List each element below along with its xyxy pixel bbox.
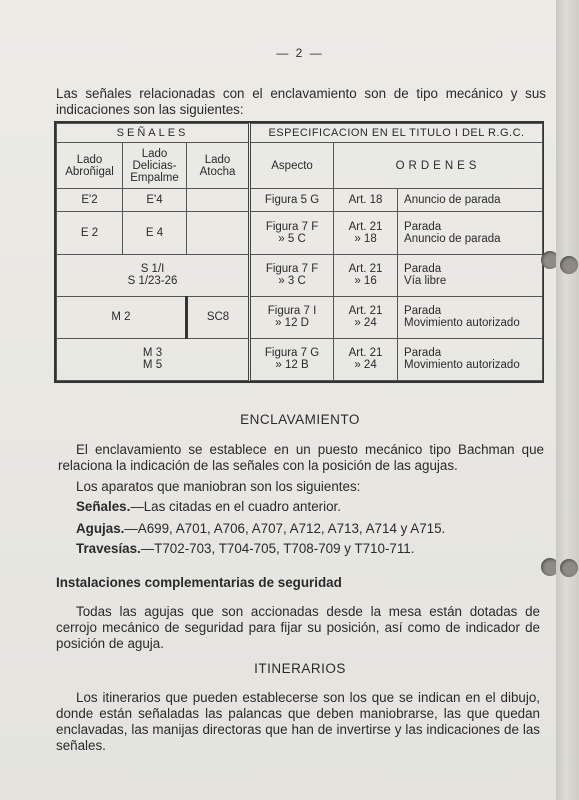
- cell-aspecto: [250, 338, 334, 380]
- page-number: — 2 —: [276, 46, 324, 60]
- senal-line-1: M 3: [142, 347, 163, 360]
- art-line-1: Art. 21: [348, 347, 383, 360]
- aspecto-line-2: » 5 C: [278, 232, 306, 245]
- col-ordenes: ORDENES: [334, 143, 543, 189]
- art-line-2: » 24: [354, 317, 377, 330]
- agujas-text: —A699, A701, A706, A707, A712, A713, A714 y A715.: [124, 521, 446, 536]
- table-header-row-2: [57, 143, 543, 189]
- aspecto-line-1: Figura 5 G: [264, 194, 320, 207]
- cell-art: [334, 338, 398, 380]
- cell-atocha: SC8: [187, 296, 250, 338]
- cell-orden: [398, 338, 543, 380]
- cell-delicias: E'4: [123, 189, 187, 212]
- binder-hole-back-bottom: [560, 559, 578, 577]
- col-abronigal: Lado Abroñigal: [57, 143, 123, 189]
- itinerarios-heading: ITINERARIOS: [254, 661, 346, 676]
- aspecto-line-1: Figura 7 G: [264, 347, 320, 360]
- orden-line-2: Anuncio de parada: [404, 232, 501, 245]
- orden-line-1: Parada: [404, 305, 442, 318]
- aspecto-line-2: » 3 C: [278, 275, 306, 288]
- senal-line-2: S 1/23-26: [127, 275, 178, 288]
- senal-line-1: S 1/I: [140, 263, 165, 276]
- travesias-text: —T702-703, T704-705, T708-709 y T710-711.: [140, 541, 415, 556]
- table-header-row-1: [57, 124, 543, 143]
- spec-header: ESPECIFICACION EN EL TITULO I DEL R.G.C.: [250, 124, 543, 143]
- col-delicias: Lado Delicias-Empalme: [123, 143, 187, 189]
- enclavamiento-heading: ENCLAVAMIENTO: [240, 412, 360, 427]
- col-aspecto: Aspecto: [250, 143, 334, 189]
- signals-table: [54, 121, 544, 383]
- enclavamiento-paragraph-2: Los aparatos que maniobran son los siguientes:: [76, 479, 361, 494]
- cell-art: [334, 254, 398, 296]
- agujas-label: Agujas.: [76, 521, 125, 536]
- orden-line-2: Vía libre: [404, 275, 447, 288]
- cell-orden: [398, 296, 543, 338]
- art-line-1: Art. 18: [348, 194, 383, 207]
- cell-aspecto: [250, 254, 334, 296]
- senales-label: Señales.: [76, 499, 131, 514]
- cell-aspecto: [250, 189, 334, 212]
- table-row: [57, 212, 543, 254]
- itinerarios-paragraph: Los itinerarios que pueden establecerse son los que se indican en el dibujo, donde están señaladas las palancas que deben maniobrarse, las que quedan enclavadas, las manijas directoras que han de invertirse y las indicaciones de las señales.: [56, 690, 540, 753]
- col-atocha: Lado Atocha: [187, 143, 250, 189]
- cell-delicias: E 4: [123, 212, 187, 254]
- cell-aspecto: [250, 212, 334, 254]
- instalaciones-heading: Instalaciones complementarias de seguridad: [56, 575, 342, 590]
- cell-senales-merged: M 2: [57, 296, 187, 338]
- cell-senales-merged: [57, 254, 250, 296]
- art-line-2: » 18: [354, 232, 377, 245]
- table-row: [57, 338, 543, 380]
- agujas-line: [76, 521, 546, 537]
- senales-header: SEÑALES: [57, 124, 250, 143]
- cell-abronigal: E 2: [57, 212, 123, 254]
- cell-art: [334, 296, 398, 338]
- table-row: [57, 296, 543, 338]
- art-line-1: Art. 21: [348, 220, 383, 233]
- orden-line-1: Parada: [404, 220, 442, 233]
- senal-line-2: M 5: [142, 359, 163, 372]
- cell-orden: [398, 254, 543, 296]
- art-line-2: » 24: [354, 359, 377, 372]
- aspecto-line-1: Figura 7 F: [265, 220, 319, 233]
- orden-line-1: Parada: [404, 263, 442, 276]
- intro-paragraph: Las señales relacionadas con el enclavamiento son de tipo mecánico y sus indicaciones son las siguientes:: [56, 86, 546, 117]
- art-line-1: Art. 21: [348, 263, 383, 276]
- senales-line: [76, 499, 546, 515]
- table-row: [57, 254, 543, 296]
- cell-abronigal: E'2: [57, 189, 123, 212]
- cell-atocha: [187, 189, 250, 212]
- aspecto-line-1: Figura 7 I: [267, 305, 317, 318]
- travesias-label: Travesías.: [76, 541, 141, 556]
- aspecto-line-1: Figura 7 F: [265, 263, 319, 276]
- orden-line-1: Parada: [404, 347, 442, 360]
- orden-line-1: Anuncio de parada: [404, 194, 501, 207]
- cell-senales-merged: [57, 338, 250, 380]
- binder-hole-back-top: [560, 256, 578, 274]
- travesias-line: [76, 541, 546, 557]
- aspecto-line-2: » 12 D: [275, 317, 309, 330]
- instalaciones-paragraph: Todas las agujas que son accionadas desde la mesa están dotadas de cerrojo mecánico de seguridad para fijar su posición, así como de indicador de posición de aguja.: [56, 604, 540, 651]
- senales-text: —Las citadas en el cuadro anterior.: [130, 499, 341, 514]
- cell-orden: [398, 189, 543, 212]
- cell-aspecto: [250, 296, 334, 338]
- cell-art: [334, 212, 398, 254]
- orden-line-2: Movimiento autorizado: [404, 359, 520, 372]
- cell-orden: [398, 212, 543, 254]
- cell-atocha: [187, 212, 250, 254]
- aspecto-line-2: » 12 B: [275, 359, 309, 372]
- art-line-1: Art. 21: [348, 305, 383, 318]
- art-line-2: » 16: [354, 275, 377, 288]
- cell-art: [334, 189, 398, 212]
- orden-line-2: Movimiento autorizado: [404, 317, 520, 330]
- next-page-edge: [556, 0, 579, 800]
- enclavamiento-paragraph-1: El enclavamiento se establece en un puesto mecánico tipo Bachman que relaciona la indicación de las señales con la posición de las agujas.: [58, 442, 544, 473]
- table-row: [57, 189, 543, 212]
